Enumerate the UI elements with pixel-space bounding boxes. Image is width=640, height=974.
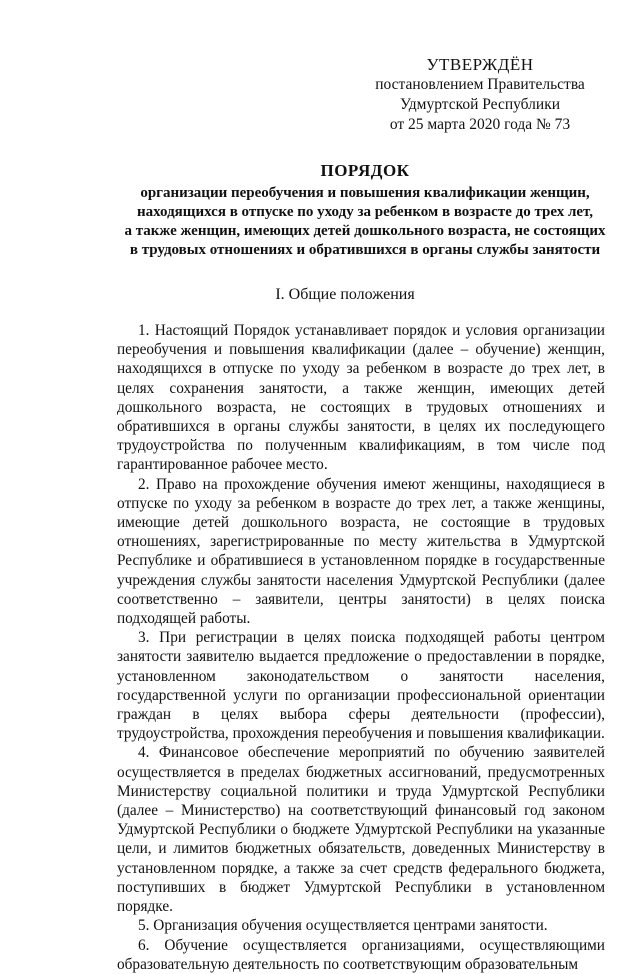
document-subtitle	[100, 184, 630, 260]
approval-line-2: Удмуртской Республики	[399, 96, 561, 113]
subtitle-line: находящихся в отпуске по уходу за ребенком в возрасте до трех лет,	[136, 204, 594, 220]
subtitle-line: а также женщин, имеющих детей дошкольного возраста, не состоящих	[124, 223, 606, 239]
approval-title: УТВЕРЖДЁН	[426, 55, 534, 74]
paragraph-4: 4. Финансовое обеспечение мероприятий по обучению заявителей осуществляется в пределах бюджетных ассигнований, предусмотренных Министерству социальной политики и труда Удмуртской Республики (далее – Министерство) на соответствующий финансовый год законом Удмуртской Республики о бюджете Удмуртской Республики на указанные цели, и лимитов бюджетных обязательств, доведенных Министерству в установленном порядке, а также за счет средств федерального бюджета, поступивших в бюджет Удмуртской Республики в установленном порядке.	[117, 744, 605, 916]
document-title: ПОРЯДОК	[320, 161, 410, 180]
paragraph-5: 5. Организация обучения осуществляется центрами занятости.	[138, 917, 548, 935]
paragraph-1: 1. Настоящий Порядок устанавливает порядок и условия организации переобучения и повышения квалификации (далее – обучение) женщин, находящихся в отпуске по уходу за ребенком в возрасте до трех лет, в целях сохранения занятости, а также женщин, имеющих детей дошкольного возраста, не состоящих в трудовых отношениях и обратившихся в органы службы занятости, в целях их последующего трудоустройства по полученным квалификациям, в том числе под гарантированное рабочее место.	[117, 322, 605, 474]
paragraph-6: 6. Обучение осуществляется организациями, осуществляющими образовательную деятельность по соответствующим образовательным	[117, 936, 605, 973]
approval-line-3: от 25 марта 2020 года № 73	[389, 116, 571, 133]
approval-line-1: постановлением Правительства	[375, 76, 585, 93]
paragraph-3: 3. При регистрации в целях поиска подходящей работы центром занятости заявителю выдается предложение о предоставлении в порядке, установленном законодательством о занятости населения, государственной услуги по организации профессиональной ориентации граждан в целях выбора сферы деятельности (профессии), трудоустройства, прохождения переобучения и повышения квалификации.	[117, 629, 605, 743]
paragraph-2: 2. Право на прохождение обучения имеют женщины, находящиеся в отпуске по уходу за ребенком в возрасте до трех лет, а также женщины, имеющие детей дошкольного возраста, не состоящие в трудовых отношениях, зарегистрированные по месту жительства в Удмуртской Республике и обратившиеся в установленном порядке в государственные учреждения службы занятости населения Удмуртской Республики (далее соответственно – заявители, центры занятости) в целях поиска подходящей работы.	[117, 475, 605, 628]
section-heading: I. Общие положения	[275, 286, 415, 303]
document-body	[117, 321, 605, 974]
approval-stamp	[330, 55, 630, 135]
subtitle-line: организации переобучения и повышения квалификации женщин,	[140, 185, 590, 201]
document-title-block	[100, 160, 630, 260]
subtitle-line: в трудовых отношениях и обратившихся в органы службы занятости	[129, 242, 601, 258]
